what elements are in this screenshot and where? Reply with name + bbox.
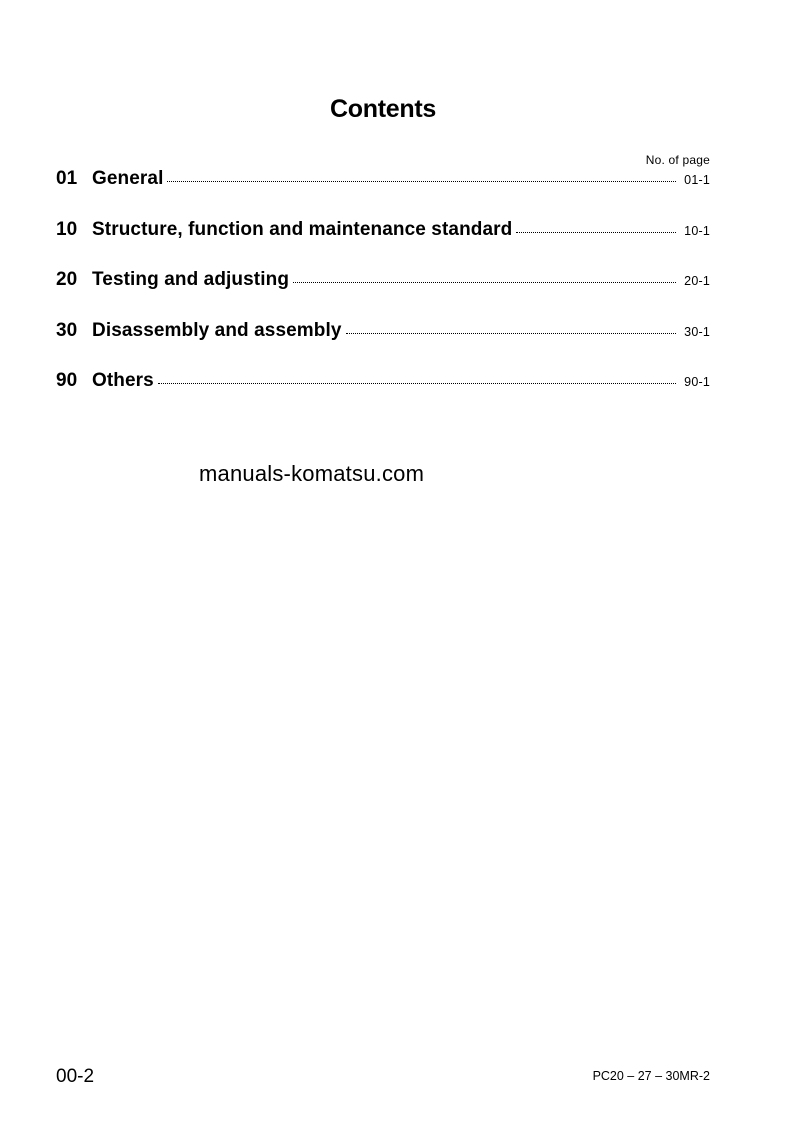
- toc-entry-testing[interactable]: [56, 269, 710, 320]
- toc-entry-others[interactable]: [56, 370, 710, 421]
- toc-entry-page: 10-1: [684, 223, 710, 238]
- toc-entry-structure[interactable]: [56, 219, 710, 270]
- toc-entry-title: Testing and adjusting: [92, 269, 290, 291]
- toc-entry-number: 30: [56, 319, 78, 341]
- dot-leader: [516, 232, 676, 233]
- toc-entry-page: 20-1: [684, 274, 710, 289]
- toc-entry-page: 01-1: [684, 173, 710, 187]
- toc-entry-page: 30-1: [684, 324, 710, 339]
- toc-entry-disassembly[interactable]: [56, 320, 710, 371]
- toc-entry-title: Structure, function and maintenance standard: [92, 218, 513, 240]
- toc-entry-title: Disassembly and assembly: [92, 319, 342, 341]
- toc-entry-title: General: [92, 168, 164, 189]
- watermark-text: manuals-komatsu.com: [199, 461, 425, 486]
- toc-entry-number: 20: [56, 269, 78, 291]
- table-of-contents: [56, 168, 710, 421]
- page-title: Contents: [330, 95, 436, 123]
- toc-entry-number: 90: [56, 370, 78, 392]
- toc-entry-title: Others: [92, 370, 154, 392]
- toc-entry-number: 01: [56, 168, 78, 189]
- dot-leader: [167, 181, 676, 182]
- page-column-header: No. of page: [645, 153, 710, 167]
- dot-leader: [346, 333, 677, 334]
- toc-entry-page: 90-1: [684, 375, 710, 390]
- footer-model: PC20 – 27 – 30MR-2: [592, 1069, 710, 1083]
- toc-entry-number: 10: [56, 218, 78, 240]
- dot-leader: [293, 282, 676, 283]
- dot-leader: [158, 383, 676, 384]
- footer-page-number: 00-2: [56, 1066, 95, 1087]
- toc-entry-general[interactable]: [56, 168, 710, 219]
